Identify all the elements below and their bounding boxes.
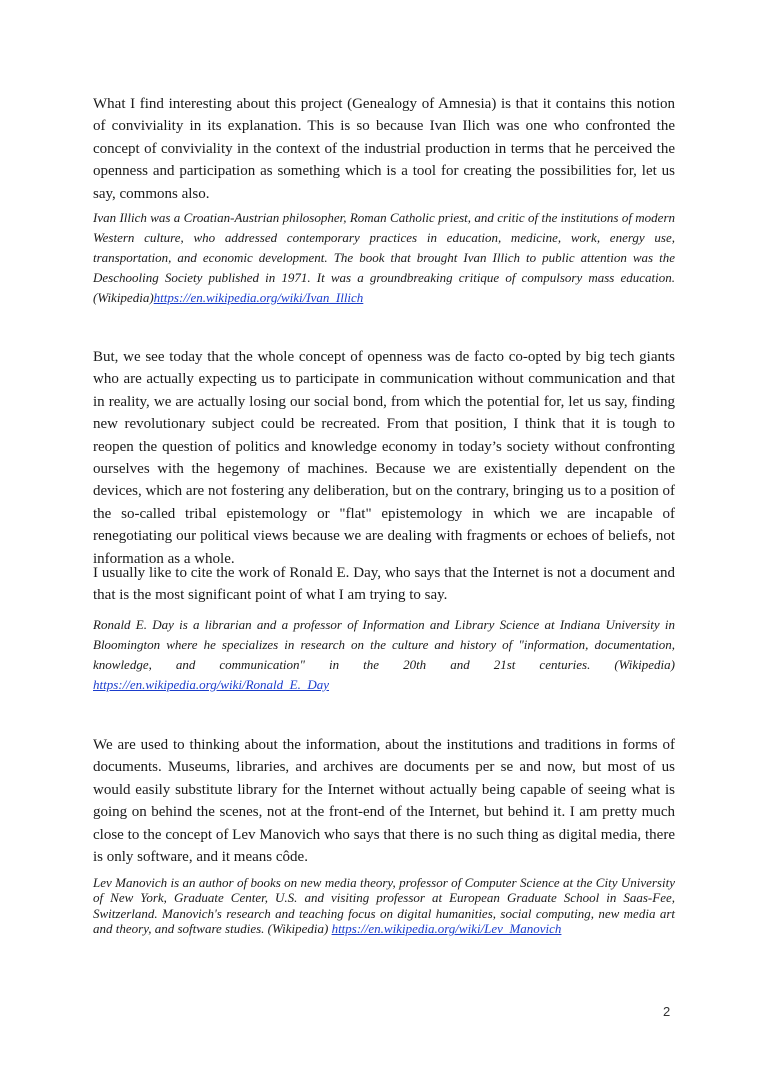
paragraph-information-documents: We are used to thinking about the information, about the institutions and traditions in forms of documents. Museums, libraries, and archives are documents per se and now, but most of us would easily substitute library for the Internet without actually being capable of seeing what is going on behind the scenes, not at the front-end of the Internet, but behind it. I am pretty much close to the concept of Lev Manovich who says that there is no such thing as digital media, there is only software, and it means côde.	[93, 737, 675, 866]
paragraph-openness-co-opted: But, we see today that the whole concept of openness was de facto co-opted by big tech giants who are actually expecting us to participate in communication without communication and that in reality, we are actually losing our social bond, from which the potential for, let us say, finding new revolutionary subject could be recreated. From that position, I think that it is tough to reopen the question of politics and knowledge economy in today’s society without confronting ourselves with the hegemony of machines. Because we are existentially dependent on the devices, which are not fostering any deliberation, but on the contrary, bringing us to a position of the so-called tribal epistemology or "flat" epistemology in which we are incapable of renegotiating our political views because we are dealing with fragments or echoes of beliefs, not information as a whole.	[93, 349, 675, 567]
link-ronald-day[interactable]: https://en.wikipedia.org/wiki/Ronald_E._Day	[93, 676, 330, 692]
note-ronald-day-text: Ronald E. Day is a librarian and a professor of Information and Library Science at Indiana University in Bloomington where he specializes in research on the culture and history of "information, documentation, knowledge, and communication" in the 20th and 21st centuries. (Wikipedia)	[93, 617, 675, 672]
link-ivan-illich[interactable]: https://en.wikipedia.org/wiki/Ivan_Illich	[153, 289, 364, 305]
link-lev-manovich[interactable]: https://en.wikipedia.org/wiki/Lev_Manovich	[331, 921, 562, 937]
note-lev-manovich	[93, 875, 675, 937]
paragraph-ronald-day: I usually like to cite the work of Ronald E. Day, who says that the Internet is not a document and that is the most significant point of what I am trying to say.	[93, 565, 675, 604]
note-ivan-illich-text: Ivan Illich was a Croatian-Austrian philosopher, Roman Catholic priest, and critic of the institutions of modern Western culture, who addressed contemporary practices in education, medicine, work, energy use, transportation, and economic development. The book that brought Ivan Illich to public attention was the Deschooling Society published in 1971. It was a groundbreaking critique of compulsory mass education. (Wikipedia)	[93, 210, 675, 305]
paragraph-genealogy-of-amnesia: What I find interesting about this project (Genealogy of Amnesia) is that it contains this notion of conviviality in its explanation. This is so because Ivan Ilich was one who confronted the concept of conviviality in the context of the industrial production in terms that he perceived the openness and participation as something which is a tool for creating the possibilities for, let us say, commons also.	[93, 96, 675, 202]
note-ronald-day	[93, 615, 675, 695]
note-ivan-illich	[93, 208, 675, 308]
note-lev-manovich-text: Lev Manovich is an author of books on new media theory, professor of Computer Science at the City University of New York, Graduate Center, U.S. and visiting professor at European Graduate School in Saas-Fee, Switzerland. Manovich's research and teaching focus on digital humanities, social computing, new media art and theory, and software studies. (Wikipedia)	[93, 875, 675, 937]
page-number: 2	[663, 1004, 671, 1019]
